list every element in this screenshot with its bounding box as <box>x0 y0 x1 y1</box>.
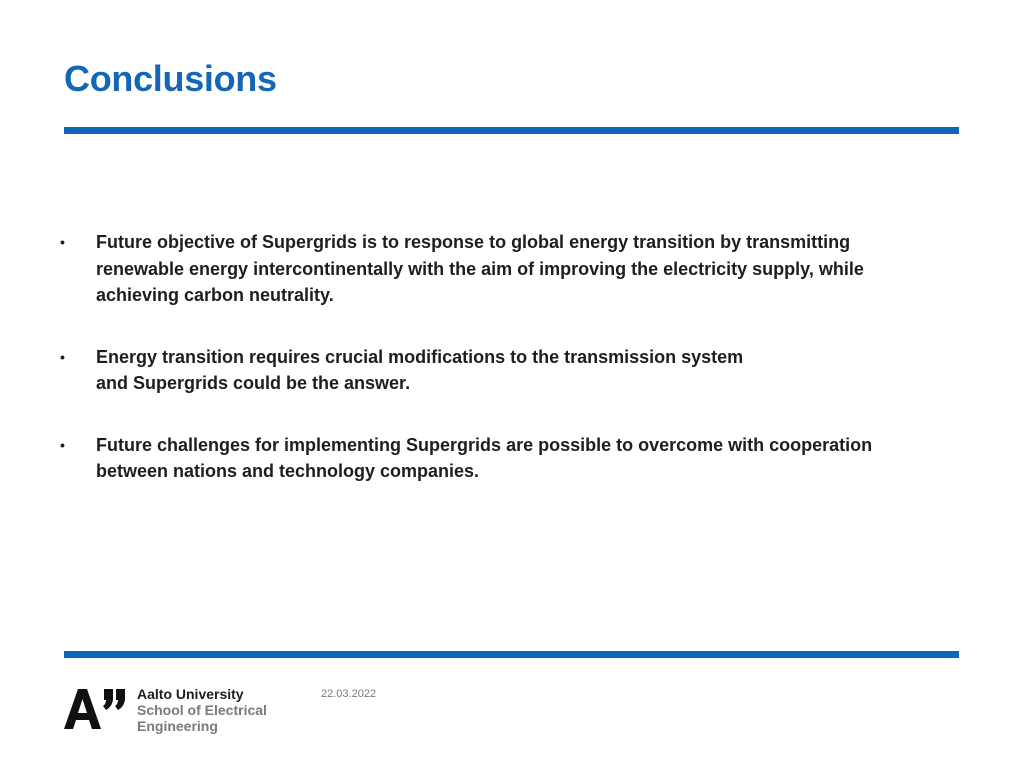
school-name-line2: Engineering <box>137 718 218 734</box>
bullet-marker: • <box>60 348 65 365</box>
bullet-text-line: Future challenges for implementing Supergrids are possible to overcome with cooperation <box>96 434 873 455</box>
bullet-item <box>60 229 970 309</box>
university-name: Aalto University <box>137 686 244 702</box>
aalto-a-quote-logo-icon <box>64 688 128 730</box>
school-name-line1: School of Electrical <box>137 702 267 718</box>
slide-title: Conclusions <box>64 58 277 99</box>
bullet-text-line: and Supergrids could be the answer. <box>96 373 411 393</box>
top-divider <box>64 127 959 134</box>
bullet-text-line: achieving carbon neutrality. <box>96 285 334 305</box>
bullet-text-line: between nations and technology companies. <box>96 461 480 481</box>
organization-name <box>137 686 267 734</box>
bullet-marker: • <box>60 234 65 250</box>
bullet-text-line: Future objective of Supergrids is to response to global energy transition by transmitting <box>96 232 851 252</box>
bullet-text-line: renewable energy intercontinentally with the aim of improving the electricity supply, while <box>96 258 864 279</box>
bullet-item <box>60 432 970 485</box>
bullet-item <box>60 344 970 397</box>
slide-date: 22.03.2022 <box>321 688 377 700</box>
bottom-divider <box>64 651 959 658</box>
bullet-list <box>60 229 970 520</box>
bullet-text-line: Energy transition requires crucial modifications to the transmission system <box>96 346 744 367</box>
bullet-marker: • <box>60 436 65 453</box>
